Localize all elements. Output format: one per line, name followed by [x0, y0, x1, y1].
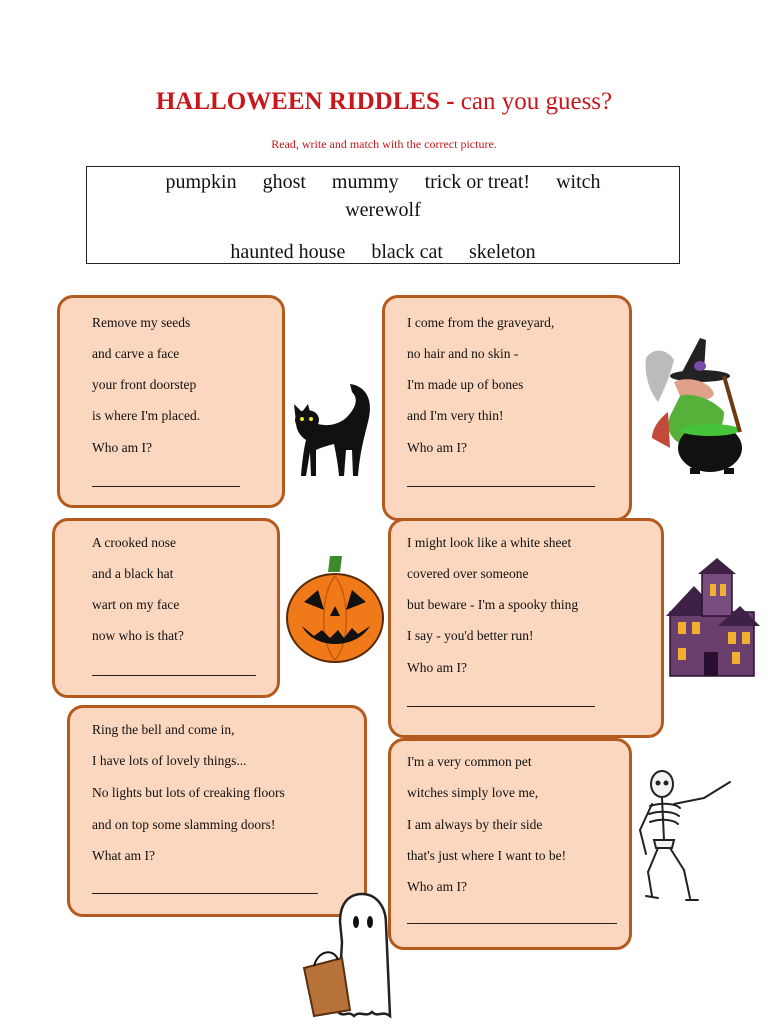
riddle-line: your front doorstep: [92, 377, 197, 392]
riddle-line: now who is that?: [92, 628, 184, 643]
answer-blank[interactable]: [407, 706, 595, 707]
riddle-card-witch: [52, 518, 280, 698]
ghost-icon: [298, 892, 400, 1024]
riddle-line: I have lots of lovely things...: [92, 753, 247, 768]
riddle-line: I say - you'd better run!: [407, 628, 534, 643]
word-bank: [86, 166, 680, 264]
word-skeleton: skeleton: [468, 241, 536, 263]
answer-blank[interactable]: [92, 893, 318, 894]
riddle-card-haunted-house: [67, 705, 367, 917]
skeleton-icon: [634, 768, 742, 908]
word-bank-row-2: [87, 199, 679, 222]
black-cat-icon: [290, 378, 376, 480]
word-trick-or-treat: trick or treat!: [424, 171, 531, 193]
answer-blank[interactable]: [407, 486, 595, 487]
riddle-line: covered over someone: [407, 566, 529, 581]
word-bank-row-1: [87, 171, 679, 194]
riddle-card-ghost: [388, 518, 664, 738]
riddle-line: no hair and no skin -: [407, 346, 519, 361]
riddle-line: Who am I?: [407, 660, 467, 675]
word-haunted-house: haunted house: [230, 241, 346, 263]
riddle-line: Ring the bell and come in,: [92, 722, 235, 737]
riddle-line: I'm a very common pet: [407, 754, 532, 769]
pumpkin-icon: [284, 554, 386, 664]
title-main: HALLOWEEN RIDDLES -: [155, 88, 455, 115]
riddle-line: What am I?: [92, 848, 155, 863]
answer-blank[interactable]: [407, 923, 617, 924]
riddle-line: Remove my seeds: [92, 315, 191, 330]
witch-icon: [640, 336, 752, 476]
riddle-line: and on top some slamming doors!: [92, 817, 276, 832]
word-mummy: mummy: [331, 171, 399, 193]
riddle-line: I might look like a white sheet: [407, 535, 572, 550]
riddle-line: is where I'm placed.: [92, 408, 201, 423]
answer-blank[interactable]: [92, 675, 256, 676]
page-title: [0, 88, 768, 116]
word-pumpkin: pumpkin: [165, 171, 237, 193]
haunted-house-icon: [662, 556, 760, 680]
riddle-line: Who am I?: [407, 440, 467, 455]
riddle-line: Who am I?: [407, 879, 467, 894]
riddle-line: witches simply love me,: [407, 785, 539, 800]
riddle-line: Who am I?: [92, 440, 152, 455]
answer-blank[interactable]: [92, 486, 240, 487]
word-bank-row-3: [87, 241, 679, 264]
riddle-line: but beware - I'm a spooky thing: [407, 597, 579, 612]
riddle-line: I am always by their side: [407, 817, 543, 832]
riddle-line: I come from the graveyard,: [407, 315, 555, 330]
riddle-card-skeleton: [382, 295, 632, 521]
riddle-line: that's just where I want to be!: [407, 848, 567, 863]
riddle-line: and I'm very thin!: [407, 408, 504, 423]
riddle-card-black-cat: [388, 738, 632, 950]
riddle-line: No lights but lots of creaking floors: [92, 785, 285, 800]
instructions: Read, write and match with the correct picture.: [271, 137, 497, 151]
riddle-line: and a black hat: [92, 566, 174, 581]
title-tail: can you guess?: [454, 88, 613, 115]
riddle-line: and carve a face: [92, 346, 180, 361]
riddle-line: A crooked nose: [92, 535, 176, 550]
word-ghost: ghost: [262, 171, 306, 193]
riddle-line: I'm made up of bones: [407, 377, 524, 392]
word-witch: witch: [556, 171, 601, 193]
word-black-cat: black cat: [371, 241, 443, 263]
riddle-line: wart on my face: [92, 597, 180, 612]
riddle-card-pumpkin: [57, 295, 285, 508]
word-werewolf: werewolf: [345, 199, 421, 221]
